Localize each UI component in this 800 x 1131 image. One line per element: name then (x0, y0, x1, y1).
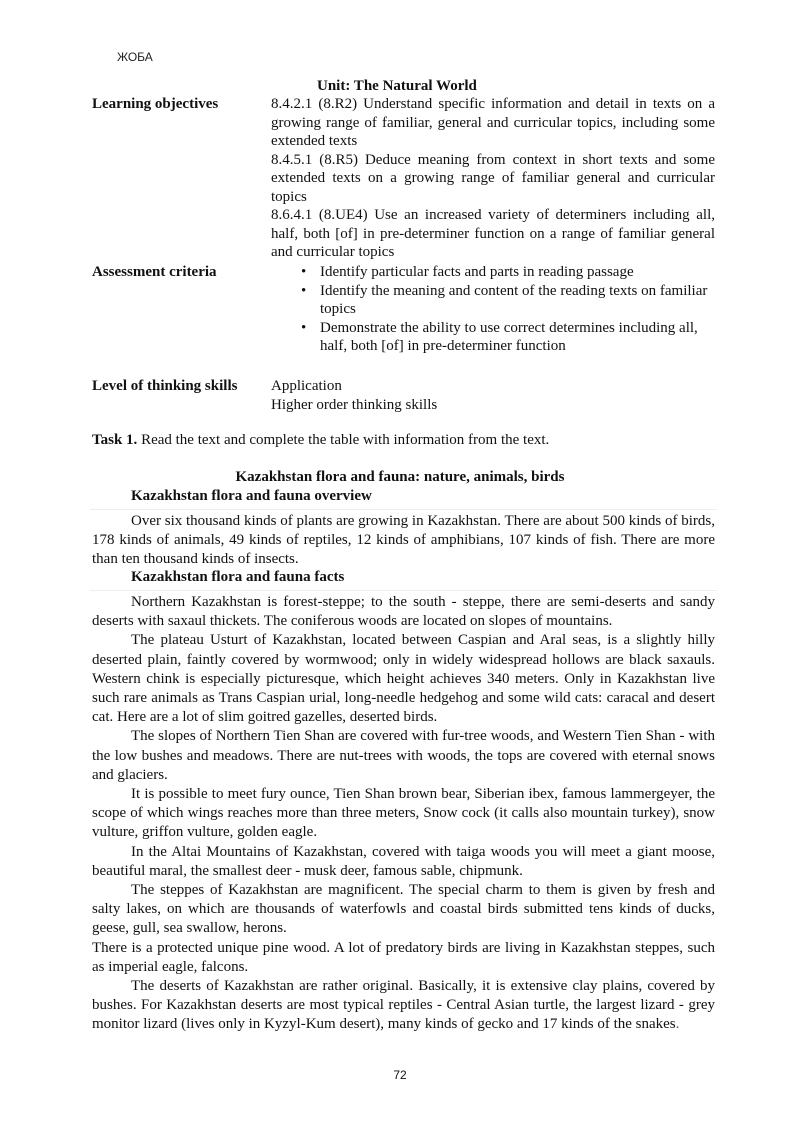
objective-item: 8.4.5.1 (8.R5) Deduce meaning from context in short texts and some extended texts on a growing range of familiar general and curricular topics (271, 151, 715, 205)
task-instruction (92, 432, 717, 449)
overview-text (92, 512, 715, 570)
criteria-text: Demonstrate the ability to use correct determines including all, half, both [of] in pre-determiner function (320, 319, 698, 354)
assessment-criteria-list (271, 263, 715, 356)
thinking-skills-label: Level of thinking skills (92, 378, 238, 394)
header-tag: ЖОБА (117, 50, 153, 64)
thinking-skill-item: Application (271, 378, 342, 394)
article-paragraph: It is possible to meet fury ounce, Tien Shan brown bear, Siberian ibex, famous lammergeyer, the scope of which wings reaches more than three meters, Snow cock (it calls also mountain turkey), snow vulture, griffon vulture, golden eagle. (92, 786, 715, 841)
page-number: 72 (393, 1068, 407, 1082)
unit-title: Unit: The Natural World (317, 78, 477, 94)
overview-heading: Kazakhstan flora and fauna overview (131, 488, 372, 504)
learning-objectives-label: Learning objectives (92, 96, 219, 112)
overview-paragraph: Over six thousand kinds of plants are growing in Kazakhstan. There are about 500 kinds of birds, 178 kinds of animals, 49 kinds of reptiles, 12 kinds of amphibians, 107 kinds of fish. There are more than ten thousand kinds of insects. (92, 513, 715, 568)
article-paragraph: The slopes of Northern Tien Shan are covered with fur-tree woods, and Western Tien Shan - with the low bushes and meadows. There are nut-trees with woods, the tops are covered with eternal snows and glaciers. (92, 728, 715, 783)
criteria-item (271, 319, 715, 356)
thinking-skills-list (271, 377, 715, 414)
task-label: Task 1. (92, 432, 138, 448)
criteria-text: Identify the meaning and content of the reading texts on familiar topics (320, 282, 708, 317)
article-paragraph: The plateau Usturt of Kazakhstan, located between Caspian and Aral seas, is a slightly hilly deserted plain, faintly covered by wormwood; only in widely widespread hollows are black saxauls. Western chink is especially picturesque, which height achieves 340 meters. Only in Kazakhstan live such rare animals as Trans Caspian urial, long-needle hedgehog and some wild cats: caracal and desert cat. Here are a lot of slim goitred gazelles, deserted birds. (92, 632, 715, 726)
article-paragraph: Northern Kazakhstan is forest-steppe; to the south - steppe, there are semi-deserts and sandy deserts with saxaul thickets. The coniferous woods are located on slopes of mountains. (92, 594, 715, 630)
article-paragraph-text: The deserts of Kazakhstan are rather original. Basically, it is extensive clay plains, covered by bushes. For Kazakhstan deserts are most typical reptiles - Central Asian turtle, the largest lizard - grey monitor lizard (lives only in Kyzyl-Kum desert), many kinds of gecko and 17 kinds of the snakes (92, 978, 715, 1033)
objective-item: 8.4.2.1 (8.R2) Understand specific information and detail in texts on a growing range of familiar, general and curricular topics, including some extended texts (271, 96, 715, 149)
assessment-criteria-label: Assessment criteria (92, 264, 217, 280)
thinking-skill-item: Higher order thinking skills (271, 396, 438, 413)
criteria-item (271, 282, 715, 319)
article-title: Kazakhstan flora and fauna: nature, animals, birds (235, 469, 565, 485)
facts-text (92, 593, 715, 1035)
final-period: . (675, 1016, 680, 1033)
bullet-icon: • (301, 319, 307, 336)
objective-item: 8.6.4.1 (8.UE4) Use an increased variety of determiners including all, half, both [of] in pre-determiner function on a range of familiar general and curricular topics (271, 207, 715, 260)
bullet-icon: • (301, 282, 307, 299)
divider (90, 509, 717, 510)
task-text: Read the text and complete the table with information from the text. (137, 432, 550, 448)
article-paragraph: In the Altai Mountains of Kazakhstan, covered with taiga woods you will meet a giant moose, beautiful maral, the smallest deer - musk deer, famous sable, chipmunk. (92, 843, 715, 879)
bullet-icon: • (301, 264, 307, 280)
facts-heading: Kazakhstan flora and fauna facts (131, 569, 345, 585)
article-paragraph: There is a protected unique pine wood. A lot of predatory birds are living in Kazakhstan steppes, such as imperial eagle, falcons. (92, 939, 715, 975)
divider (90, 590, 717, 591)
learning-objectives-list (271, 95, 715, 262)
criteria-text: Identify particular facts and parts in reading passage (320, 264, 634, 280)
article-paragraph: The steppes of Kazakhstan are magnificent. The special charm to them is given by fresh and salty lakes, on which are thousands of waterfowls and coastal birds submitted tens kinds of ducks, geese, gull, sea swallow, herons. (92, 882, 715, 937)
article-paragraph (92, 977, 715, 1035)
criteria-item (271, 263, 715, 282)
